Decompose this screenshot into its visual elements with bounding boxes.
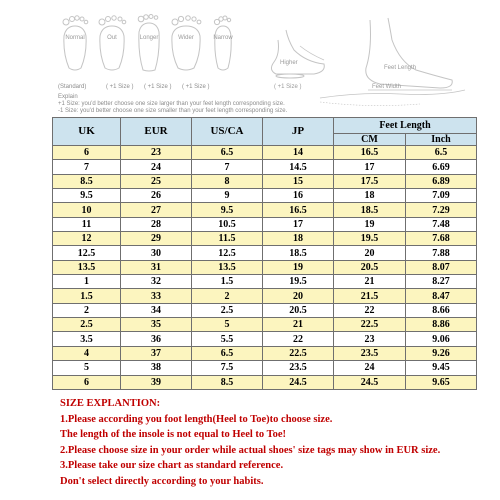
cell-cm: 20 — [334, 246, 406, 260]
cell-inch: 9.45 — [406, 361, 477, 375]
foot-type-label: Longer — [139, 35, 159, 41]
cell-eur: 37 — [121, 346, 192, 360]
cell-jp: 16.5 — [263, 203, 334, 217]
cell-jp: 16 — [263, 189, 334, 203]
cell-cm: 21 — [334, 275, 406, 289]
cell-eur: 26 — [121, 189, 192, 203]
cell-us: 8.5 — [192, 375, 263, 390]
cell-eur: 24 — [121, 160, 192, 174]
cell-uk: 1.5 — [53, 289, 121, 303]
size-note: ( +1 Size ) — [182, 84, 210, 90]
cell-cm: 19 — [334, 217, 406, 231]
cell-jp: 21 — [263, 318, 334, 332]
table-row — [53, 174, 477, 188]
cell-eur: 29 — [121, 232, 192, 246]
cell-cm: 23.5 — [334, 346, 406, 360]
cell-jp: 20 — [263, 289, 334, 303]
cell-cm: 22.5 — [334, 318, 406, 332]
cell-inch: 8.86 — [406, 318, 477, 332]
cell-us: 7.5 — [192, 361, 263, 375]
size-notes — [58, 84, 258, 93]
cell-inch: 8.66 — [406, 303, 477, 317]
cell-jp: 20.5 — [263, 303, 334, 317]
notes-line: 3.Please take our size chart as standard reference. — [60, 460, 284, 472]
cell-eur: 39 — [121, 375, 192, 390]
higher-label: Higher — [280, 60, 298, 66]
table-row — [53, 346, 477, 360]
foot-guide — [0, 0, 500, 117]
cell-cm: 18.5 — [334, 203, 406, 217]
table-row — [53, 318, 477, 332]
cell-cm: 20.5 — [334, 260, 406, 274]
cell-us: 9 — [192, 189, 263, 203]
table-row — [53, 275, 477, 289]
cell-uk: 10 — [53, 203, 121, 217]
table-row — [53, 160, 477, 174]
explain-title: Explain — [58, 94, 78, 100]
cell-eur: 34 — [121, 303, 192, 317]
cell-inch: 9.06 — [406, 332, 477, 346]
table-row — [53, 303, 477, 317]
cell-jp: 23.5 — [263, 361, 334, 375]
table-row — [53, 203, 477, 217]
cell-uk: 4 — [53, 346, 121, 360]
cell-us: 12.5 — [192, 246, 263, 260]
cell-cm: 24.5 — [334, 375, 406, 390]
cell-eur: 35 — [121, 318, 192, 332]
cell-us: 11.5 — [192, 232, 263, 246]
cell-us: 13.5 — [192, 260, 263, 274]
foot-type-label: Normal — [65, 35, 85, 41]
cell-uk: 2 — [53, 303, 121, 317]
cell-us: 2 — [192, 289, 263, 303]
header-inch: Inch — [406, 134, 477, 146]
cell-inch: 6.89 — [406, 174, 477, 188]
cell-us: 9.5 — [192, 203, 263, 217]
cell-uk: 1 — [53, 275, 121, 289]
cell-inch: 7.29 — [406, 203, 477, 217]
notes-title: SIZE EXPLANTION: — [60, 398, 161, 409]
cell-uk: 11 — [53, 217, 121, 231]
table-row — [53, 232, 477, 246]
table-row — [53, 246, 477, 260]
cell-inch: 8.27 — [406, 275, 477, 289]
cell-jp: 17 — [263, 217, 334, 231]
header-feet-length: Feet Length — [334, 118, 477, 134]
cell-eur: 28 — [121, 217, 192, 231]
cell-inch: 7.48 — [406, 217, 477, 231]
cell-cm: 21.5 — [334, 289, 406, 303]
table-row — [53, 361, 477, 375]
notes-line: Don't select directly according to your habits. — [60, 475, 264, 487]
cell-cm: 19.5 — [334, 232, 406, 246]
feet-length-label: Feet Length — [384, 65, 417, 71]
foot-narrow-icon — [206, 14, 240, 72]
plus-one-label: ( +1 Size ) — [274, 84, 302, 90]
cell-uk: 9.5 — [53, 189, 121, 203]
cell-uk: 8.5 — [53, 174, 121, 188]
cell-jp: 15 — [263, 174, 334, 188]
cell-eur: 33 — [121, 289, 192, 303]
cell-cm: 16.5 — [334, 146, 406, 160]
cell-uk: 6 — [53, 146, 121, 160]
cell-uk: 2.5 — [53, 318, 121, 332]
cell-uk: 12.5 — [53, 246, 121, 260]
cell-inch: 9.26 — [406, 346, 477, 360]
foot-out-icon — [95, 14, 129, 72]
header-us: US/CA — [192, 118, 263, 146]
explain-line: -1 Size: you'd better choose one size smaller than your feet length corresponding size. — [58, 108, 288, 114]
table-row — [53, 189, 477, 203]
cell-us: 8 — [192, 174, 263, 188]
cell-us: 1.5 — [192, 275, 263, 289]
cell-us: 2.5 — [192, 303, 263, 317]
cell-us: 7 — [192, 160, 263, 174]
size-chart-table — [52, 117, 477, 390]
cell-inch: 6.69 — [406, 160, 477, 174]
cell-eur: 27 — [121, 203, 192, 217]
cell-us: 10.5 — [192, 217, 263, 231]
table-row — [53, 375, 477, 390]
cell-inch: 8.47 — [406, 289, 477, 303]
size-note: ( +1 Size ) — [144, 84, 172, 90]
notes-line: 2.Please choose size in your order while actual shoes' size tags may show in EUR size. — [60, 444, 441, 456]
cell-us: 6.5 — [192, 146, 263, 160]
cell-uk: 5 — [53, 361, 121, 375]
notes-line: 1.Please according you foot length(Heel to Toe)to choose size. — [60, 413, 333, 425]
cell-cm: 17 — [334, 160, 406, 174]
cell-inch: 7.88 — [406, 246, 477, 260]
cell-jp: 19 — [263, 260, 334, 274]
cell-jp: 14.5 — [263, 160, 334, 174]
table-row — [53, 289, 477, 303]
foot-type-label: Wider — [178, 35, 194, 41]
foot-longer-icon — [132, 14, 166, 72]
size-note: ( +1 Size ) — [106, 84, 134, 90]
cell-cm: 24 — [334, 361, 406, 375]
cell-jp: 24.5 — [263, 375, 334, 390]
table-row — [53, 217, 477, 231]
header-uk: UK — [53, 118, 121, 146]
cell-jp: 18 — [263, 232, 334, 246]
cell-eur: 23 — [121, 146, 192, 160]
cell-jp: 22 — [263, 332, 334, 346]
cell-eur: 36 — [121, 332, 192, 346]
foot-side-view-icon — [240, 10, 480, 110]
foot-normal-icon — [58, 14, 92, 72]
table-row — [53, 260, 477, 274]
cell-inch: 7.09 — [406, 189, 477, 203]
cell-eur: 30 — [121, 246, 192, 260]
cell-eur: 31 — [121, 260, 192, 274]
cell-cm: 23 — [334, 332, 406, 346]
size-explanation — [60, 396, 500, 490]
cell-uk: 3.5 — [53, 332, 121, 346]
header-eur: EUR — [121, 118, 192, 146]
cell-cm: 22 — [334, 303, 406, 317]
cell-uk: 6 — [53, 375, 121, 390]
cell-us: 5 — [192, 318, 263, 332]
header-cm: CM — [334, 134, 406, 146]
size-note: (Standard) — [58, 84, 87, 90]
cell-jp: 14 — [263, 146, 334, 160]
header-jp: JP — [263, 118, 334, 146]
cell-uk: 13.5 — [53, 260, 121, 274]
foot-wider-icon — [169, 14, 203, 72]
foot-type-label: Out — [107, 35, 117, 41]
cell-eur: 25 — [121, 174, 192, 188]
cell-inch: 8.07 — [406, 260, 477, 274]
cell-us: 6.5 — [192, 346, 263, 360]
notes-line: The length of the insole is not equal to Heel to Toe! — [60, 429, 287, 441]
cell-inch: 7.68 — [406, 232, 477, 246]
foot-type-label: Narrow — [213, 35, 233, 41]
cell-uk: 7 — [53, 160, 121, 174]
side-figures — [240, 10, 480, 110]
cell-uk: 12 — [53, 232, 121, 246]
feet-width-label: Feet Width — [372, 84, 402, 90]
cell-us: 5.5 — [192, 332, 263, 346]
cell-cm: 17.5 — [334, 174, 406, 188]
cell-eur: 38 — [121, 361, 192, 375]
cell-inch: 6.5 — [406, 146, 477, 160]
cell-cm: 18 — [334, 189, 406, 203]
cell-eur: 32 — [121, 275, 192, 289]
cell-jp: 18.5 — [263, 246, 334, 260]
explain-line: +1 Size: you'd better choose one size larger than your feet length corresponding size. — [58, 101, 285, 107]
table-row — [53, 146, 477, 160]
cell-jp: 19.5 — [263, 275, 334, 289]
table-row — [53, 332, 477, 346]
foot-types — [58, 14, 238, 72]
cell-inch: 9.65 — [406, 375, 477, 390]
cell-jp: 22.5 — [263, 346, 334, 360]
